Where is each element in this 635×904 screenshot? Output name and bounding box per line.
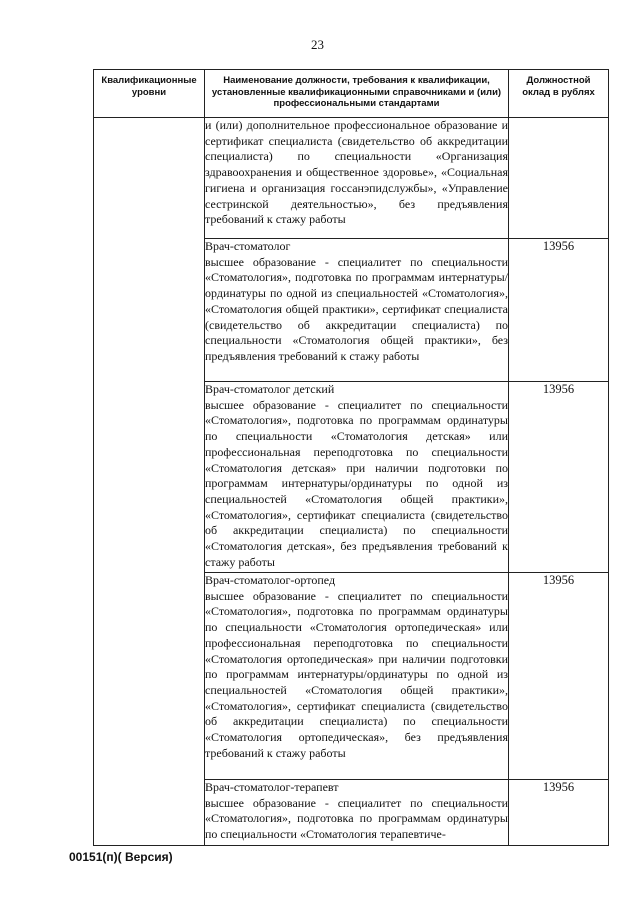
column-header-position: Наименование должности, требования к квалификации, установленные квалификационными справочниками и (или) профессиональными стандартами: [205, 70, 509, 118]
document-code: 00151(п)( Версия): [69, 850, 173, 864]
salary-cell: 13956: [509, 239, 609, 382]
column-header-levels: Квалификационные уровни: [94, 70, 205, 118]
position-title: Врач-стоматолог-терапевт: [205, 780, 339, 794]
position-requirements: и (или) дополнительное профессиональное образование и сертификат специалиста (свидетельство об аккредитации специалиста) по специальности «Организация здравоохранения и общественное здоровье», «Социальная гигиена и организация госсанэпидслужбы», «Управление сестринской деятельностью», без предъявления требований к стажу работы: [205, 118, 508, 227]
position-cell: [205, 780, 509, 846]
column-header-salary: Должностной оклад в рублях: [509, 70, 609, 118]
table-header-row: [94, 70, 609, 118]
position-requirements: высшее образование - специалитет по специальности «Стоматология», подготовка по программам интернатуры/ординатуры по одной из специальностей «Стоматология», «Стоматология общей практики», сертификат специалиста (свидетельство об аккредитации специалиста) по специальности «Стоматология общей практики», без предъявления требований к стажу работы: [205, 254, 508, 363]
page-number: 23: [311, 37, 324, 52]
position-cell: [205, 118, 509, 239]
position-cell: [205, 573, 509, 780]
position-requirements: высшее образование - специалитет по специальности «Стоматология», подготовка по программам ординатуры по специальности «Стоматология ортопедическая» или профессиональная переподготовка по специальности «Стоматология ортопедическая» при наличии подготовки по программам интернатуры/ординатуры по одной из специальностей «Стоматология общей практики», «Стоматология», сертификат специалиста (свидетельство об аккредитации специалиста) по специальности «Стоматология ортопедическая», без предъявления требований к стажу работы: [205, 588, 508, 760]
position-cell: [205, 382, 509, 573]
salary-cell: 13956: [509, 780, 609, 846]
salary-table: [93, 69, 609, 846]
position-title: Врач-стоматолог детский: [205, 382, 335, 396]
position-requirements: высшее образование - специалитет по специальности «Стоматология», подготовка по программам ординатуры по специальности «Стоматология детская» или профессиональная переподготовка по специальности «Стоматология детская» при наличии подготовки по программам интернатуры/ординатуры по одной из специальностей «Стоматология общей практики», «Стоматология», сертификат специалиста (свидетельство об аккредитации специалиста) по специальности «Стоматология детская», без предъявления требований к стажу работы: [205, 397, 508, 569]
position-cell: [205, 239, 509, 382]
position-requirements: высшее образование - специалитет по специальности «Стоматология», подготовка по программам ординатуры по специальности «Стоматология терапевтиче-: [205, 795, 508, 842]
table-row: [94, 118, 609, 239]
salary-cell: [509, 118, 609, 239]
qualification-level-cell: [94, 118, 205, 846]
salary-cell: 13956: [509, 382, 609, 573]
salary-cell: 13956: [509, 573, 609, 780]
position-title: Врач-стоматолог: [205, 239, 291, 253]
position-title: Врач-стоматолог-ортопед: [205, 573, 336, 587]
